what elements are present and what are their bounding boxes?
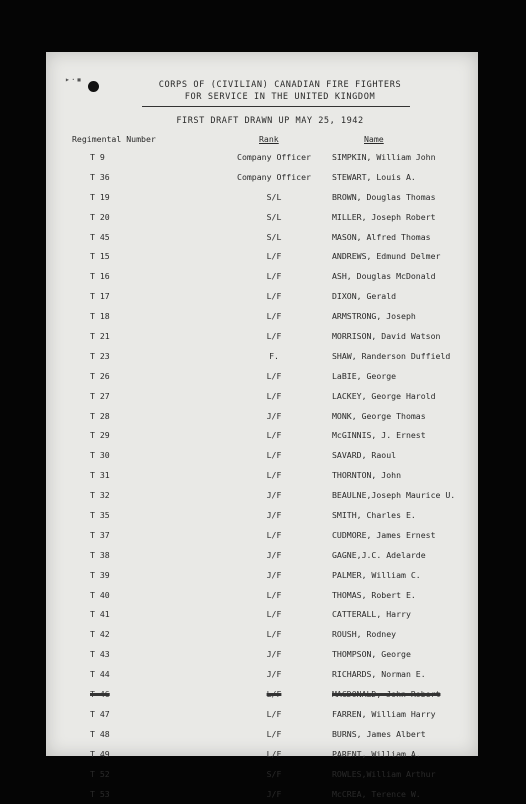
- rank-cell: L/F: [46, 291, 478, 301]
- rank-cell: J/F: [46, 669, 478, 679]
- rank-cell: L/F: [46, 629, 478, 639]
- name-cell: THOMPSON, George: [332, 649, 411, 659]
- name-cell: GAGNE,J.C. Adelarde: [332, 550, 426, 560]
- name-cell: DIXON, Gerald: [332, 291, 396, 301]
- name-cell: BEAULNE,Joseph Maurice U.: [332, 490, 455, 500]
- heading-line-1: CORPS OF (CIVILIAN) CANADIAN FIRE FIGHTERS: [64, 80, 496, 90]
- rank-cell: L/F: [46, 689, 478, 699]
- rank-cell: L/F: [46, 311, 478, 321]
- name-cell: ANDREWS, Edmund Delmer: [332, 251, 440, 261]
- regimental-number-cell: T 23: [90, 351, 110, 361]
- regimental-number-cell: T 39: [90, 570, 110, 580]
- name-cell: CUDMORE, James Ernest: [332, 530, 436, 540]
- name-cell: PARENT, William A.: [332, 749, 421, 759]
- rank-cell: S/F: [46, 769, 478, 779]
- rank-cell: Company Officer: [46, 152, 478, 162]
- regimental-number-cell: T 9: [90, 152, 105, 162]
- rank-cell: L/F: [46, 251, 478, 261]
- name-cell: PALMER, William C.: [332, 570, 421, 580]
- name-cell: SIMPKIN, William John: [332, 152, 436, 162]
- rank-cell: J/F: [46, 411, 478, 421]
- table-row: [46, 466, 478, 486]
- name-cell: MACDONALD, John Robert: [332, 689, 440, 699]
- name-cell: SHAW, Randerson Duffield: [332, 351, 450, 361]
- regimental-number-cell: T 35: [90, 510, 110, 520]
- regimental-number-cell: T 31: [90, 470, 110, 480]
- regimental-number-cell: T 52: [90, 769, 110, 779]
- table-row: [46, 705, 478, 725]
- table-row: [46, 785, 478, 804]
- rank-cell: S/L: [46, 212, 478, 222]
- rank-cell: L/F: [46, 709, 478, 719]
- roster-table: [46, 148, 478, 804]
- name-cell: MONK, George Thomas: [332, 411, 426, 421]
- regimental-number-cell: T 44: [90, 669, 110, 679]
- name-cell: CATTERALL, Harry: [332, 609, 411, 619]
- table-row: [46, 685, 478, 705]
- rank-cell: L/F: [46, 749, 478, 759]
- rank-cell: L/F: [46, 530, 478, 540]
- regimental-number-cell: T 53: [90, 789, 110, 799]
- heading-rule: [142, 106, 410, 107]
- table-row: [46, 446, 478, 466]
- document-page: [46, 52, 478, 756]
- regimental-number-cell: T 32: [90, 490, 110, 500]
- name-cell: THOMAS, Robert E.: [332, 590, 416, 600]
- regimental-number-cell: T 41: [90, 609, 110, 619]
- table-row: [46, 327, 478, 347]
- table-row: [46, 546, 478, 566]
- regimental-number-cell: T 37: [90, 530, 110, 540]
- heading-line-2: FOR SERVICE IN THE UNITED KINGDOM: [64, 92, 496, 102]
- rank-cell: S/L: [46, 232, 478, 242]
- table-row: [46, 148, 478, 168]
- regimental-number-cell: T 45: [90, 232, 110, 242]
- name-cell: ARMSTRONG, Joseph: [332, 311, 416, 321]
- rank-cell: F.: [46, 351, 478, 361]
- regimental-number-cell: T 27: [90, 391, 110, 401]
- regimental-number-cell: T 38: [90, 550, 110, 560]
- regimental-number-cell: T 46: [90, 689, 110, 699]
- rank-cell: J/F: [46, 550, 478, 560]
- table-row: [46, 605, 478, 625]
- rank-cell: L/F: [46, 271, 478, 281]
- margin-marks: ▸·▪: [65, 75, 82, 84]
- regimental-number-cell: T 30: [90, 450, 110, 460]
- rank-cell: L/F: [46, 391, 478, 401]
- regimental-number-cell: T 47: [90, 709, 110, 719]
- rank-cell: L/F: [46, 331, 478, 341]
- rank-cell: L/F: [46, 590, 478, 600]
- table-row: [46, 625, 478, 645]
- regimental-number-cell: T 42: [90, 629, 110, 639]
- table-row: [46, 566, 478, 586]
- regimental-number-cell: T 48: [90, 729, 110, 739]
- name-cell: MORRISON, David Watson: [332, 331, 440, 341]
- rank-cell: L/F: [46, 450, 478, 460]
- table-row: [46, 247, 478, 267]
- name-cell: LACKEY, George Harold: [332, 391, 436, 401]
- regimental-number-cell: T 28: [90, 411, 110, 421]
- table-row: [46, 367, 478, 387]
- table-row: [46, 387, 478, 407]
- rank-cell: L/F: [46, 609, 478, 619]
- rank-cell: J/F: [46, 490, 478, 500]
- regimental-number-cell: T 15: [90, 251, 110, 261]
- column-header-name: Name: [364, 134, 384, 144]
- name-cell: MILLER, Joseph Robert: [332, 212, 436, 222]
- regimental-number-cell: T 16: [90, 271, 110, 281]
- regimental-number-cell: T 43: [90, 649, 110, 659]
- regimental-number-cell: T 26: [90, 371, 110, 381]
- regimental-number-cell: T 18: [90, 311, 110, 321]
- name-cell: ROWLES,William Arthur: [332, 769, 436, 779]
- table-row: [46, 287, 478, 307]
- rank-cell: J/F: [46, 649, 478, 659]
- table-row: [46, 765, 478, 785]
- table-row: [46, 307, 478, 327]
- rank-cell: L/F: [46, 729, 478, 739]
- table-row: [46, 745, 478, 765]
- name-cell: BROWN, Douglas Thomas: [332, 192, 436, 202]
- rank-cell: J/F: [46, 570, 478, 580]
- table-row: [46, 526, 478, 546]
- name-cell: FARREN, William Harry: [332, 709, 436, 719]
- draft-date-line: FIRST DRAFT DRAWN UP MAY 25, 1942: [46, 116, 478, 126]
- name-cell: RICHARDS, Norman E.: [332, 669, 426, 679]
- rank-cell: J/F: [46, 510, 478, 520]
- regimental-number-cell: T 29: [90, 430, 110, 440]
- name-cell: MASON, Alfred Thomas: [332, 232, 431, 242]
- name-cell: ASH, Douglas McDonald: [332, 271, 436, 281]
- name-cell: LaBIE, George: [332, 371, 396, 381]
- name-cell: STEWART, Louis A.: [332, 172, 416, 182]
- regimental-number-cell: T 17: [90, 291, 110, 301]
- regimental-number-cell: T 21: [90, 331, 110, 341]
- table-row: [46, 665, 478, 685]
- table-row: [46, 188, 478, 208]
- regimental-number-cell: T 49: [90, 749, 110, 759]
- rank-cell: L/F: [46, 430, 478, 440]
- rank-cell: S/L: [46, 192, 478, 202]
- name-cell: SMITH, Charles E.: [332, 510, 416, 520]
- name-cell: BURNS, James Albert: [332, 729, 426, 739]
- column-header-regimental-number: Regimental Number: [72, 134, 156, 144]
- regimental-number-cell: T 19: [90, 192, 110, 202]
- name-cell: McCREA, Terence W.: [332, 789, 421, 799]
- regimental-number-cell: T 36: [90, 172, 110, 182]
- rank-cell: L/F: [46, 470, 478, 480]
- table-row: [46, 506, 478, 526]
- column-header-rank: Rank: [259, 134, 279, 144]
- regimental-number-cell: T 40: [90, 590, 110, 600]
- table-row: [46, 347, 478, 367]
- table-row: [46, 168, 478, 188]
- rank-cell: L/F: [46, 371, 478, 381]
- table-row: [46, 586, 478, 606]
- rank-cell: J/F: [46, 789, 478, 799]
- table-row: [46, 645, 478, 665]
- name-cell: ROUSH, Rodney: [332, 629, 396, 639]
- table-row: [46, 725, 478, 745]
- table-row: [46, 407, 478, 427]
- regimental-number-cell: T 20: [90, 212, 110, 222]
- name-cell: McGINNIS, J. Ernest: [332, 430, 426, 440]
- name-cell: SAVARD, Raoul: [332, 450, 396, 460]
- table-row: [46, 228, 478, 248]
- table-row: [46, 426, 478, 446]
- table-row: [46, 267, 478, 287]
- table-row: [46, 208, 478, 228]
- name-cell: THORNTON, John: [332, 470, 401, 480]
- rank-cell: Company Officer: [46, 172, 478, 182]
- table-row: [46, 486, 478, 506]
